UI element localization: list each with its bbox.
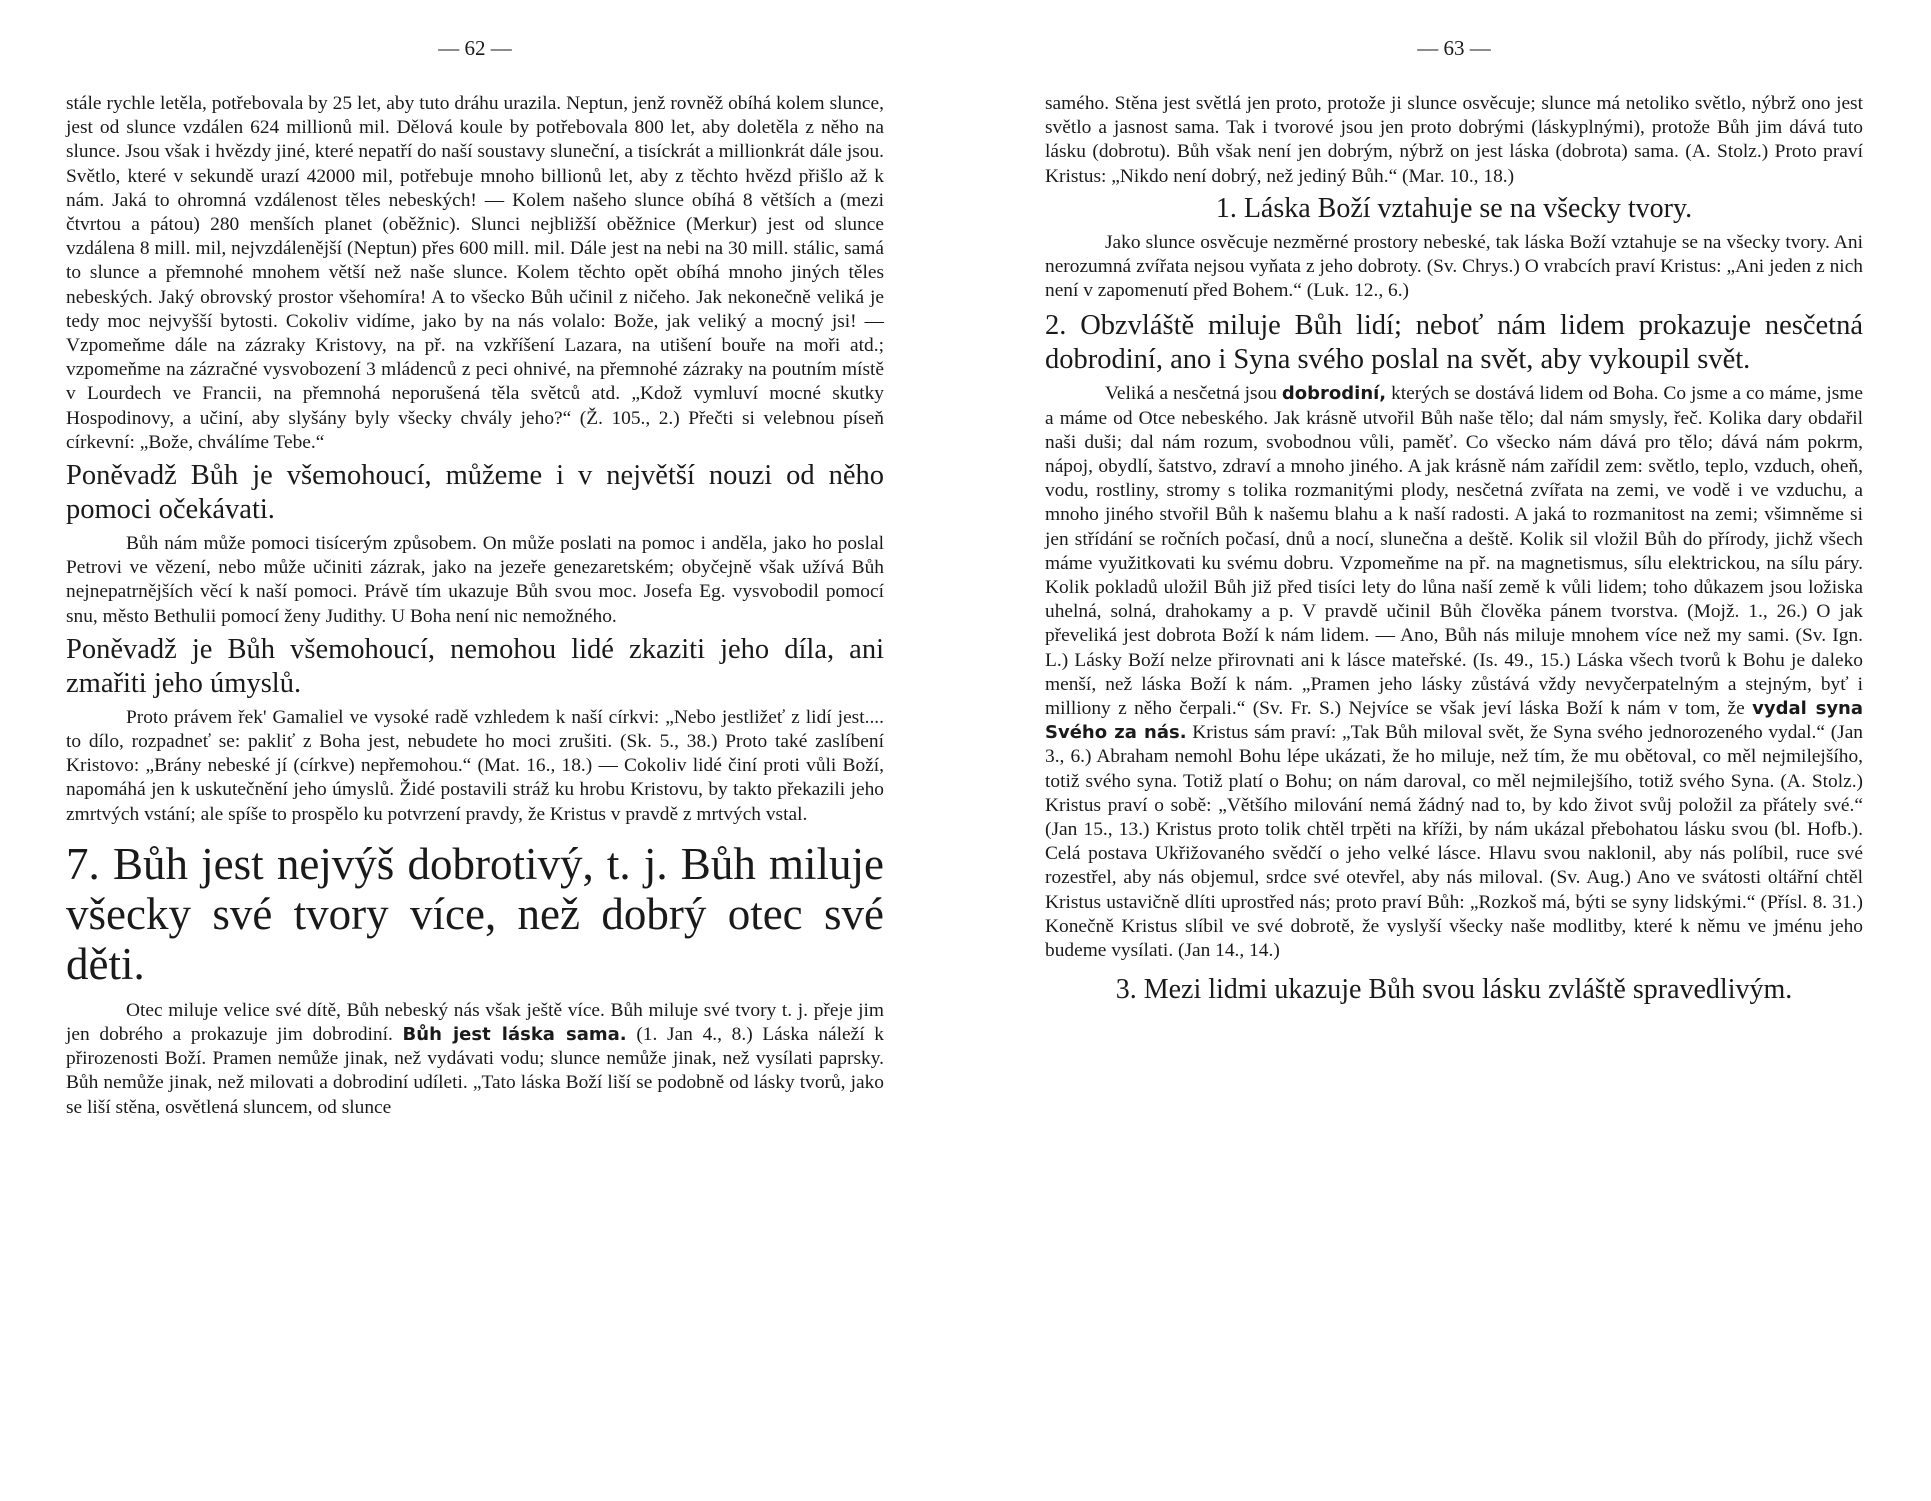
section-heading: Poněvadž je Bůh všemohoucí, nemohou lidé zkaziti jeho díla, ani zmařiti jeho úmyslů. xyxy=(66,633,884,699)
text-run: (1. Jan 4., 8.) Láska náleží k přirozenosti Boží. Pramen nemůže jinak, než vydávati vodu; slunce nemůže jinak, než vysílati paprsky. Bůh nemůže jinak, než milovati a dobrodiní udíleti. „Tato láska Boží liší se podobně od lásky tvorů, jako se liší stěna, osvětlená sluncem, od slunce xyxy=(66,1024,884,1118)
paragraph xyxy=(66,999,884,1120)
page-body xyxy=(1045,92,1863,1012)
emphasis-text: vydal syna Svého za nás. xyxy=(1045,698,1864,744)
paragraph: stále rychle letěla, potřebovala by 25 let, aby tuto dráhu urazila. Neptun, jenž rovněž obíhá kolem slunce, jest od slunce vzdálen 624 millionů mil. Dělová koule by potřebovala 800 let, aby doletěla z něho na slunce. Jsou však i hvězdy jiné, které nepatří do naší soustavy sluneční, a tisíckrát a millionkrát dále jsou. Světlo, které v sekundě urazí 42000 mil, potřebuje mnoho billionů let, aby z těchto hvězd přišlo až k nám. Jaká to ohromná vzdálenost těles nebeských! — Kolem našeho slunce obíhá 8 větších a (mezi čtvrtou a pátou) 280 menších planet (oběžnic). Slunci nejbližší oběžnice (Merkur) jest od slunce vzdálena 8 mill. mil, nejvzdálenější (Neptun) přes 600 mill. mil. Dále jest na nebi na 30 mill. stálic, samá to slunce a přemnohé mnohem větší než naše slunce. Kolem těchto opět obíhá mnoho jiných těles nebeských. Jaký obrovský prostor všehomíra! A to všecko Bůh učinil z ničeho. Jak nekonečně veliká je tedy moc nejvyšší bytosti. Cokoliv vidíme, jako by na nás volalo: Bože, jak veliký a mocný jsi! — Vzpomeňme dále na zázraky Kristovy, na př. na vzkříšení Lazara, na utišení bouře na moři atd.; vzpomeňme na zázračné vysvobození 3 mládenců z peci ohnivé, na přemnohé zázraky na poutním místě v Lourdech ve Francii, na přemnohá neporušená těla světců atd. „Kdož vymluví mocné skutky Hospodinovy, a učiní, aby slyšány byly všecky chvály jeho?“ (Ž. 105., 2.) Přečti si velebnou píseň církevní: „Bože, chválíme Tebe.“ xyxy=(66,93,884,453)
paragraph: Proto právem řek' Gamaliel ve vysoké radě vzhledem k naší církvi: „Nebo jestližeť z lidí jest.... to dílo, rozpadneť se: pakliť z Boha jest, nebudete ho moci zrušiti. (Sk. 5., 38.) Proto také zaslíbení Kristovo: „Brány nebeské jí (církve) nepřemohou.“ (Mat. 16., 18.) — Cokoliv lidé činí proti vůli Boží, napomáhá jen k uskutečnění jeho úmyslů. Židé postavili stráž ku hrobu Kristovu, by takto překazili jeho zmrtvých vstání; ale spíše to prospělo ku potvrzení pravdy, že Kristus v pravdě z mrtvých vstal. xyxy=(66,706,884,825)
chapter-heading: 7. Bůh jest nejvýš dobrotivý, t. j. Bůh miluje všecky své tvory více, než dobrý otec své děti. xyxy=(66,838,884,989)
section-heading: 1. Láska Boží vztahuje se na všecky tvory. xyxy=(1215,192,1693,224)
text-run: kterých se dostává lidem od Boha. Co jsme a co máme, jsme a máme od Otce nebeského. Jak krásně utvořil Bůh naše tělo; dal nám smysly, řeč. Kolika dary obdařil naši duši; dal nám rozum, svobodnou vůli, paměť. Co všecko nám dává pro tělo; dává nám pokrm, nápoj, obydlí, šatstvo, zdraví a mnoho jiného. A jak krásně nám zařídil zem: světlo, teplo, vzduch, oheň, vodu, rostliny, stromy s tolika rozmanitými plody, nesčetná zvířata na zemi, ve vodě i ve vzduchu, a mnoho jiného stvořil Bůh k našemu blahu a k naší radosti. A jaká to rozmanitost na zemi; všimněme si jen střídání se ročních počasí, dnů a nocí, slunečna a deště. Kolik sil vložil Bůh do přírody, jichž všech máme využitkovati ku svému dobru. Vzpomeňme na př. na magnetismus, sílu elektrickou, na sílu páry. Kolik pokladů uložil Bůh již před tisíci lety do lůna naší země k vůli lidem; toho důkazem jsou ložiska uhelná, solná, drahokamy a p. V pravdě učinil Bůh člověka pánem tvorstva. (Mojž. 1., 26.) O jak převeliká jest dobrota Boží k nám lidem. — Ano, Bůh nás miluje mnohem více než my sami. (Sv. Ign. L.) Lásky Boží nelze přirovnati ani k lásce mateřské. (Is. 49., 15.) Láska všech tvorů k Bohu je daleko menší, než láska Boží k nám. „Pramen jeho lásky zůstává vždy nevyčerpatelným a stejným, byť i milliony z něho čerpali.“ (Sv. Fr. S.) Nejvíce se však jeví láska Boží k nám v tom, že xyxy=(1045,383,1864,720)
paragraph: samého. Stěna jest světlá jen proto, protože ji slunce osvěcuje; slunce má netoliko světlo, nýbrž ono jest světlo a jasnost sama. Tak i tvorové jsou jen proto dobrými (láskyplnými), protože Bůh jim dává tuto lásku (dobrotu). Bůh však není jen dobrým, nýbrž on jest láska (dobrota) sama. (A. Stolz.) Proto praví Kristus: „Nikdo není dobrý, než jediný Bůh.“ (Mar. 10., 18.) xyxy=(1045,93,1863,187)
paragraph xyxy=(1045,382,1863,963)
page-number: — 62 — xyxy=(438,36,512,60)
paragraph: Jako slunce osvěcuje nezměrné prostory nebeské, tak láska Boží vztahuje se na všecky tvory. Ani nerozumná zvířata nejsou vyňata z jeho dobroty. (Sv. Chrys.) O vrabcích praví Kristus: „Ani jeden z nich není v zapomenutí před Bohem.“ (Luk. 12., 6.) xyxy=(1045,231,1863,302)
emphasis-text: Bůh jest láska sama. xyxy=(402,1024,627,1046)
text-run: Kristus sám praví: „Tak Bůh miloval svět, že Syna svého jednorozeného vydal.“ (Jan 3., 6.) Abraham nemohl Bohu lépe ukázati, že ho miluje, než tím, že mu obětoval, co měl nejmilejšího, totiž svého syna. Totiž platí o Bohu; on nám daroval, co měl nejmilejšího, totiž svého Syna. (A. Stolz.) Kristus praví o sobě: „Většího milování nemá žádný nad to, by kdo život svůj položil za přátely své.“ (Jan 15., 13.) Kristus proto tolik chtěl trpěti na kříži, by nám ukázal přebohatou lásku svou (bl. Hofb.). Celá postava Ukřižovaného svědčí o jeho velké lásce. Hlavu svou naklonil, aby nás políbil, ruce své rozestřel, aby nás objemul, srdce své otevřel, aby nás miloval. (Sv. Aug.) Ano ve svátosti oltářní chtěl Kristus ustavičně dlíti uprostřed nás; proto praví Bůh: „Rozkoš má, býti se syny lidskými.“ (Přísl. 8. 31.) Konečně Kristus slíbil ve své dobrotě, že vyslyší všecky naše modlitby, které k němu ve jménu jeho budeme vysílati. (Jan 14., 14.) xyxy=(1045,722,1863,962)
page-number: — 63 — xyxy=(1417,36,1491,60)
emphasis-text: dobrodiní, xyxy=(1281,383,1387,405)
section-heading: 3. Mezi lidmi ukazuje Bůh svou lásku zvláště spravedlivým. xyxy=(1115,974,1793,1006)
section-heading: 2. Obzvláště miluje Bůh lidí; neboť nám lidem prokazuje nesčetná dobrodiní, ano i Syna svého poslal na svět, aby vykoupil svět. xyxy=(1045,310,1863,376)
section-heading: Poněvadž Bůh je všemohoucí, můžeme i v největší nouzi od něho pomoci očekávati. xyxy=(66,460,884,526)
text-run: Otec miluje velice své dítě, Bůh nebeský nás však ještě více. Bůh miluje své tvory t. j. přeje jim jen dobrého a prokazuje jim dobrodiní. xyxy=(66,999,884,1046)
paragraph: Bůh nám může pomoci tisícerým způsobem. On může poslati na pomoc i anděla, jako ho poslal Petrovi ve vězení, nebo může učiniti zázrak, jako na jezeře genezaretském; obyčejně však užívá Bůh nejnepatrnějších věcí k naší pomoci. Právě tím ukazuje Bůh svou moc. Josefa Eg. vysvobodil pomocí snu, město Bethulii pomocí ženy Judithy. U Boha není nic nemožného. xyxy=(66,533,884,627)
text-run: Veliká a nesčetná jsou xyxy=(1105,383,1282,405)
page-body xyxy=(66,92,884,1120)
